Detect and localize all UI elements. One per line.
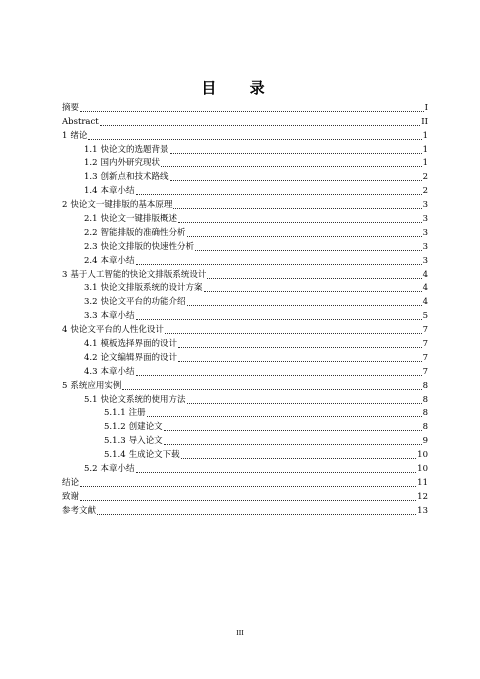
toc-entry-title: 创建论文 [128, 422, 163, 433]
toc-entry-title: 结论 [62, 477, 80, 488]
toc-leader-dots [187, 236, 422, 237]
toc-entry-title: 快论文平台的功能介绍 [100, 297, 186, 308]
toc-entry-page: 7 [422, 352, 428, 363]
toc-entry[interactable] [62, 211, 428, 225]
toc-entry-title: 模板选择界面的设计 [100, 339, 178, 350]
toc-entry-page: 2 [422, 172, 428, 183]
toc-entry[interactable] [62, 267, 428, 281]
toc-entry[interactable] [62, 142, 428, 156]
toc-entry-title: 生成论文下载 [128, 450, 180, 461]
toc-entry[interactable] [62, 406, 428, 420]
toc-entry-title: 快论文一键排版概述 [100, 214, 178, 225]
toc-entry-number: 1.2 [84, 158, 98, 169]
toc-entry-number: 2 [62, 200, 68, 211]
toc-entry-page: 1 [422, 130, 428, 141]
toc-leader-dots [147, 416, 422, 417]
toc-entry[interactable] [62, 183, 428, 197]
toc-leader-dots [170, 153, 422, 154]
toc-entry[interactable] [62, 350, 428, 364]
toc-entry[interactable] [62, 128, 428, 142]
toc-entry[interactable] [62, 322, 428, 336]
toc-entry[interactable] [62, 114, 428, 128]
toc-entry[interactable] [62, 419, 428, 433]
toc-entry[interactable] [62, 475, 428, 489]
toc-entry[interactable] [62, 156, 428, 170]
table-of-contents [62, 100, 428, 517]
toc-leader-dots [164, 444, 422, 445]
toc-entry-title: 本章小结 [100, 255, 135, 266]
toc-entry-page: 10 [417, 464, 428, 475]
toc-entry[interactable] [62, 169, 428, 183]
toc-entry-page: 13 [417, 505, 428, 516]
toc-leader-dots [170, 180, 422, 181]
toc-entry-page: 3 [422, 227, 428, 238]
toc-entry[interactable] [62, 364, 428, 378]
toc-entry[interactable] [62, 392, 428, 406]
toc-leader-dots [178, 347, 422, 348]
toc-entry-page: 1 [422, 158, 428, 169]
toc-entry[interactable] [62, 197, 428, 211]
toc-entry-title: 快论文的选题背景 [100, 144, 169, 155]
toc-entry-page: 1 [422, 144, 428, 155]
toc-leader-dots [204, 291, 422, 292]
toc-entry-page: 3 [422, 200, 428, 211]
toc-entry[interactable] [62, 281, 428, 295]
toc-entry-number: 4 [62, 325, 68, 336]
toc-entry-number: 4.1 [84, 339, 98, 350]
toc-entry-title: 致谢 [62, 491, 80, 502]
toc-entry-page: 8 [422, 408, 428, 419]
page-title: 目 录 [201, 79, 279, 97]
toc-entry-number: 5.2 [84, 464, 98, 475]
toc-leader-dots [161, 166, 422, 167]
toc-entry[interactable] [62, 378, 428, 392]
toc-entry-title: 导入论文 [128, 436, 163, 447]
toc-entry-page: 7 [422, 325, 428, 336]
toc-entry-title: 国内外研究现状 [100, 158, 161, 169]
toc-entry-title: 系统应用实例 [70, 380, 122, 391]
toc-entry[interactable] [62, 503, 428, 517]
toc-entry-page: 7 [422, 339, 428, 350]
toc-entry-number: 3.1 [84, 283, 98, 294]
toc-entry-number: 5.1.2 [104, 422, 126, 433]
toc-entry-title: 本章小结 [100, 366, 135, 377]
toc-entry-page: 4 [422, 283, 428, 294]
toc-entry-number: 4.3 [84, 366, 98, 377]
toc-entry[interactable] [62, 253, 428, 267]
toc-leader-dots [136, 472, 417, 473]
toc-entry-page: 11 [417, 477, 428, 488]
toc-entry-page: 7 [422, 366, 428, 377]
toc-entry-number: 2.3 [84, 241, 98, 252]
toc-entry-number: 2.2 [84, 227, 98, 238]
toc-entry[interactable] [62, 489, 428, 503]
toc-entry-title: 本章小结 [100, 186, 135, 197]
toc-entry-page: 4 [422, 297, 428, 308]
toc-entry-title: 本章小结 [100, 464, 135, 475]
toc-entry-number: 5.1.3 [104, 436, 126, 447]
toc-entry[interactable] [62, 100, 428, 114]
toc-entry-title: 论文编辑界面的设计 [100, 352, 178, 363]
toc-entry-number: 1.4 [84, 186, 98, 197]
toc-leader-dots [178, 361, 422, 362]
toc-leader-dots [181, 458, 417, 459]
toc-entry-number: 2.4 [84, 255, 98, 266]
toc-leader-dots [136, 264, 422, 265]
toc-entry-title: 本章小结 [100, 311, 135, 322]
toc-entry-title: 快论文排版的快速性分析 [100, 241, 195, 252]
toc-leader-dots [80, 486, 416, 487]
toc-leader-dots [136, 375, 422, 376]
toc-entry-page: II [421, 116, 428, 127]
toc-entry-page: 9 [422, 436, 428, 447]
toc-entry-title: Abstract [62, 116, 99, 127]
toc-entry-title: 创新点和技术路线 [100, 172, 169, 183]
toc-entry-title: 快论文平台的人性化设计 [70, 325, 164, 336]
toc-leader-dots [178, 222, 422, 223]
toc-entry-page: 12 [417, 491, 428, 502]
toc-leader-dots [136, 194, 422, 195]
toc-leader-dots [80, 111, 424, 112]
toc-entry[interactable] [62, 225, 428, 239]
toc-entry[interactable] [62, 433, 428, 447]
toc-leader-dots [88, 139, 421, 140]
toc-leader-dots [100, 125, 421, 126]
toc-entry-number: 1 [62, 130, 68, 141]
toc-entry-page: 8 [422, 380, 428, 391]
toc-entry[interactable] [62, 294, 428, 308]
toc-leader-dots [165, 333, 422, 334]
toc-entry-page: 5 [422, 311, 428, 322]
toc-entry-page: 3 [422, 214, 428, 225]
toc-entry-title: 智能排版的准确性分析 [100, 227, 186, 238]
toc-entry-title: 基于人工智能的快论文排版系统设计 [70, 269, 207, 280]
toc-leader-dots [173, 208, 421, 209]
toc-leader-dots [97, 514, 416, 515]
toc-leader-dots [195, 250, 422, 251]
toc-entry-number: 2.1 [84, 214, 98, 225]
toc-entry-page: 8 [422, 422, 428, 433]
toc-leader-dots [136, 319, 422, 320]
toc-leader-dots [207, 278, 421, 279]
toc-entry-number: 5.1.4 [104, 450, 126, 461]
toc-leader-dots [164, 430, 422, 431]
toc-entry-number: 1.3 [84, 172, 98, 183]
toc-entry-number: 4.2 [84, 352, 98, 363]
toc-entry-page: 10 [417, 450, 428, 461]
page-number-footer: III [236, 628, 244, 637]
toc-entry-number: 3.3 [84, 311, 98, 322]
toc-entry-page: 8 [422, 394, 428, 405]
toc-entry-page: 3 [422, 241, 428, 252]
toc-entry-page: 2 [422, 186, 428, 197]
toc-entry[interactable] [62, 239, 428, 253]
toc-entry-title: 摘要 [62, 102, 80, 113]
toc-leader-dots [187, 403, 422, 404]
toc-entry-page: 4 [422, 269, 428, 280]
toc-entry-title: 快论文一键排版的基本原理 [70, 200, 173, 211]
toc-entry[interactable] [62, 447, 428, 461]
toc-entry-title: 注册 [128, 408, 146, 419]
toc-entry-page: I [424, 102, 428, 113]
toc-entry-number: 5.1 [84, 394, 98, 405]
toc-entry-number: 3 [62, 269, 68, 280]
toc-leader-dots [187, 305, 422, 306]
toc-entry-number: 3.2 [84, 297, 98, 308]
toc-entry-title: 快论文系统的使用方法 [100, 394, 186, 405]
toc-leader-dots [122, 389, 421, 390]
toc-entry-title: 参考文献 [62, 505, 97, 516]
toc-entry[interactable] [62, 308, 428, 322]
toc-leader-dots [80, 500, 416, 501]
toc-entry-page: 3 [422, 255, 428, 266]
toc-entry-number: 1.1 [84, 144, 98, 155]
toc-entry-title: 快论文排版系统的设计方案 [100, 283, 203, 294]
toc-entry-number: 5.1.1 [104, 408, 126, 419]
toc-entry[interactable] [62, 336, 428, 350]
toc-entry-title: 绪论 [70, 130, 88, 141]
toc-entry-number: 5 [62, 380, 68, 391]
toc-entry[interactable] [62, 461, 428, 475]
